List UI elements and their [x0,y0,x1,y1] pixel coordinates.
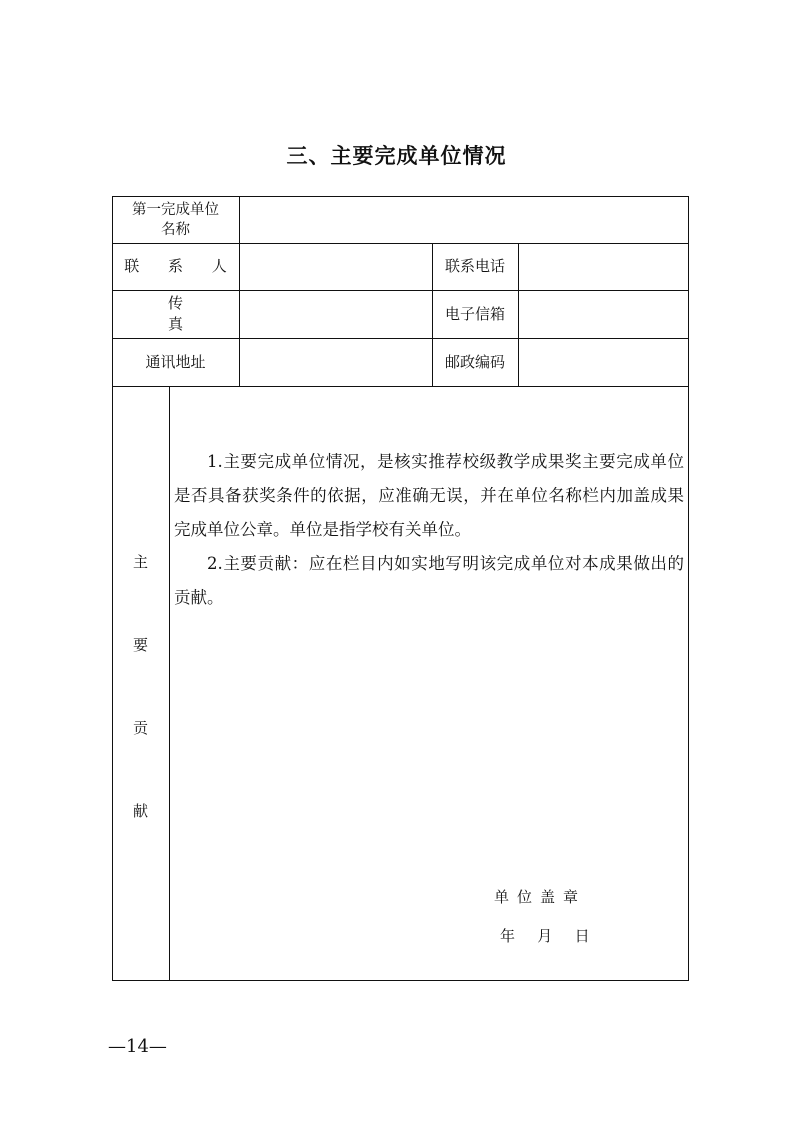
phone-label: 联系电话 [444,257,505,275]
unit-name-label [112,196,239,243]
instruction-paragraph-2: 2.主要贡献：应在栏目内如实地写明该完成单位对本成果做出的贡献。 [174,554,684,607]
contribution-label-char: 献 [132,802,148,820]
address-field[interactable] [240,339,432,386]
column-divider [169,386,170,981]
postcode-field[interactable] [519,339,688,386]
contribution-label-char: 要 [132,636,148,654]
page-title: 三、主要完成单位情况 [286,144,507,168]
phone-field[interactable] [519,244,688,290]
date-label: 年 月 日 [500,927,592,945]
contribution-instructions[interactable] [174,445,684,615]
unit-name-label-line1: 第一完成单位 [132,201,219,218]
contribution-label-char: 主 [132,553,148,571]
unit-name-field[interactable] [240,197,688,243]
unit-stamp-label: 单位盖章 [494,888,587,906]
unit-name-label-line2: 名称 [161,221,190,238]
address-label: 通讯地址 [145,352,206,371]
page-number: —14— [108,1036,167,1057]
instruction-paragraph-1: 1.主要完成单位情况，是核实推荐校级教学成果奖主要完成单位是否具备获奖条件的依据，应准确无误，并在单位名称栏内加盖成果完成单位公章。单位是指学校有关单位。 [174,452,684,539]
email-label: 电子信箱 [444,304,505,323]
contribution-label-char: 贡 [132,719,148,737]
contact-label: 联 系 人 [124,257,239,275]
contact-field[interactable] [240,244,432,290]
postcode-label: 邮政编码 [444,352,505,371]
fax-label: 传 真 [167,294,231,333]
fax-field[interactable] [240,291,432,338]
email-field[interactable] [519,291,688,338]
row-divider [112,386,689,387]
